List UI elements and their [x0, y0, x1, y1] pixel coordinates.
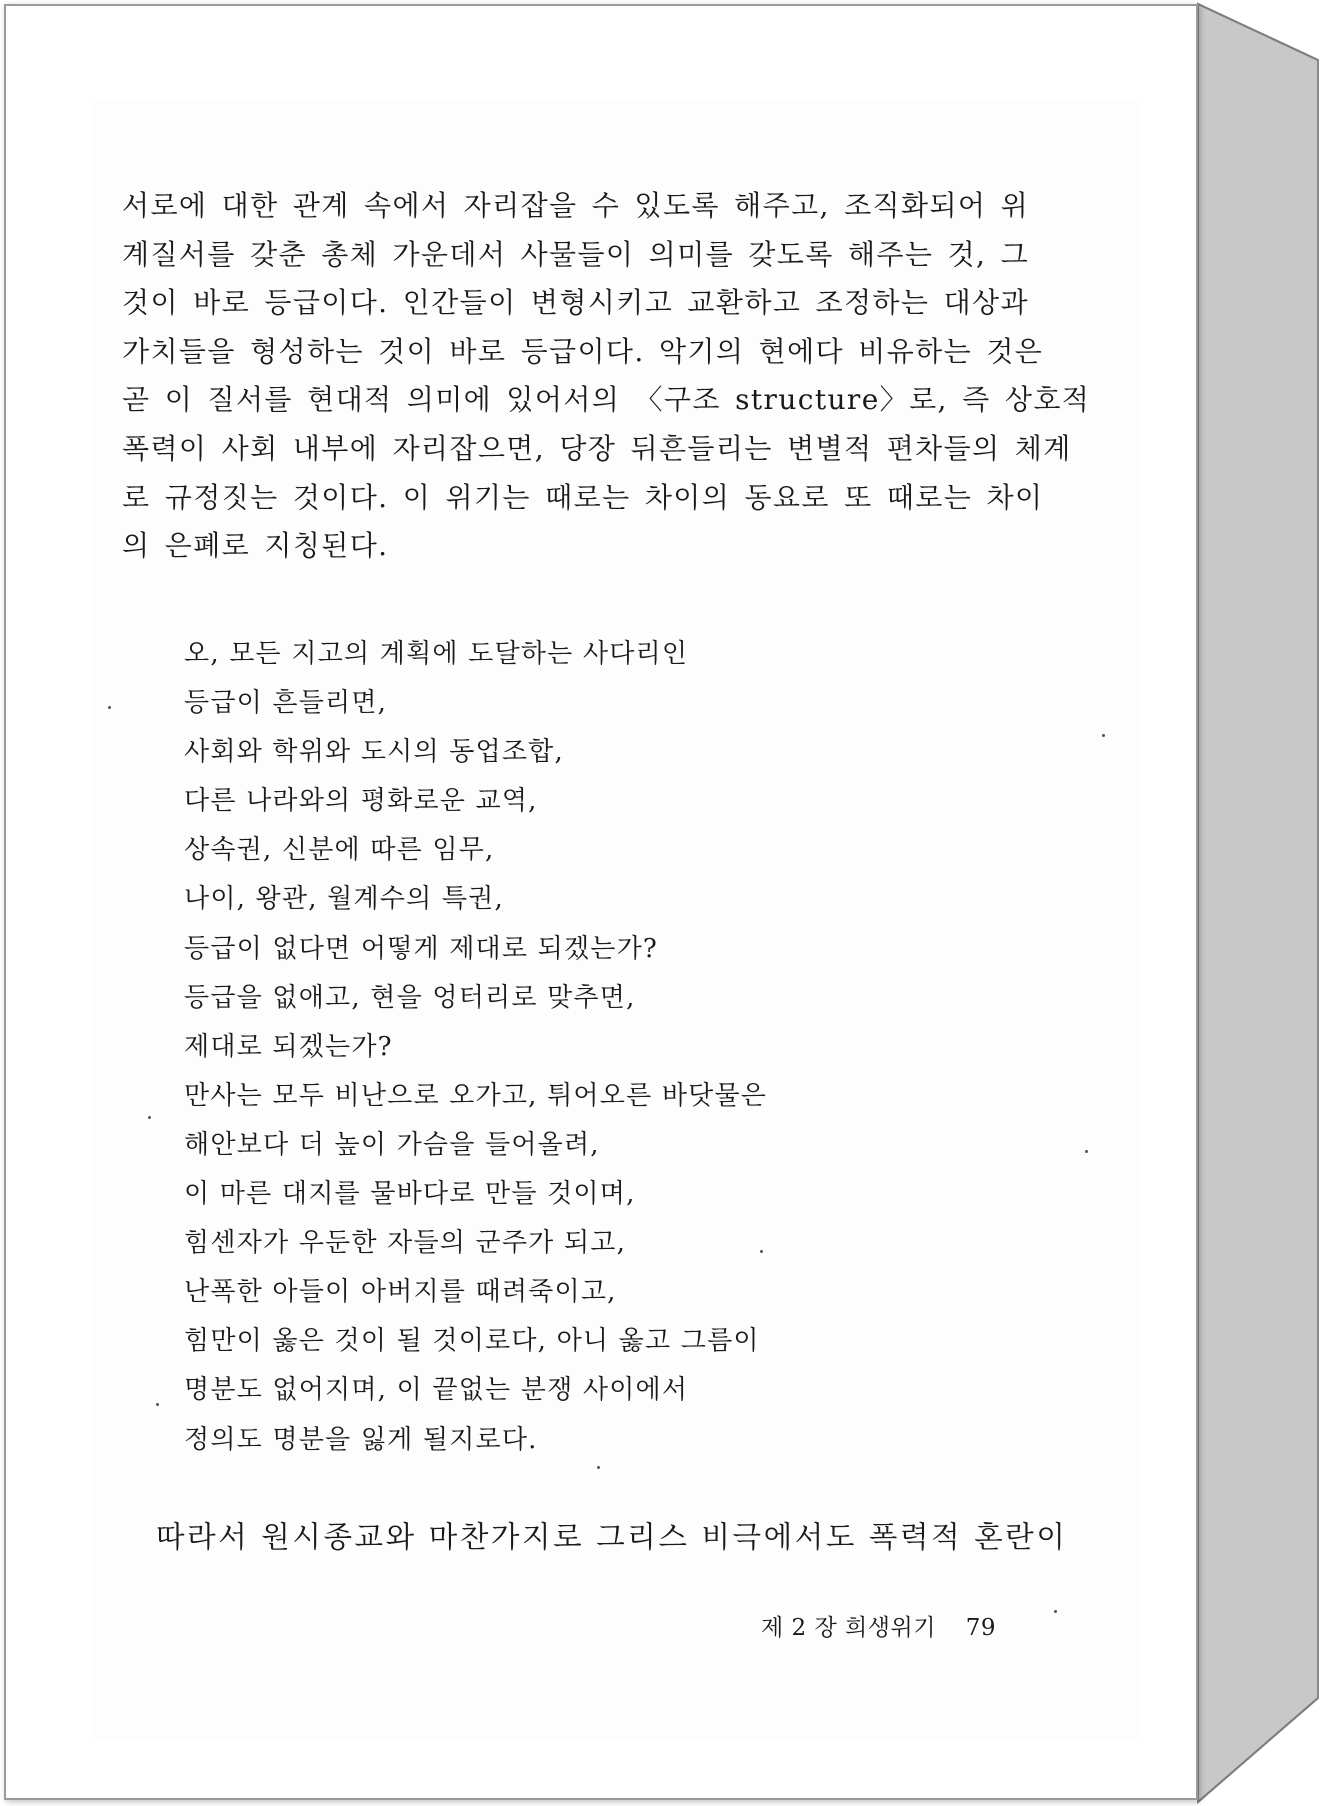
scan-speck	[1054, 1610, 1057, 1613]
scan-speck	[760, 1250, 763, 1253]
verse-line: 힘센자가 우둔한 자들의 군주가 되고,	[184, 1228, 627, 1259]
verse-line: 다른 나라와의 평화로운 교역,	[184, 786, 538, 817]
verse-line: 명분도 없어지며, 이 끝없는 분쟁 사이에서	[184, 1375, 689, 1406]
paragraph-line: 가치들을 형성하는 것이 바로 등급이다. 악기의 현에다 비유하는 것은	[122, 334, 1044, 368]
verse-line: 정의도 명분을 잃게 될지로다.	[184, 1424, 538, 1455]
running-footer	[761, 1610, 996, 1646]
book-edge-side	[1198, 4, 1318, 1802]
paragraph-line: 폭력이 사회 내부에 자리잡으면, 당장 뒤흔들리는 변별적 편차들의 체계	[122, 431, 1072, 465]
body-paragraph	[122, 182, 1091, 571]
verse-line: 등급이 흔들리면,	[184, 688, 388, 719]
verse-line: 제대로 되겠는가?	[184, 1031, 393, 1062]
book-edge-line-top	[1198, 4, 1318, 60]
scan-speck	[156, 1403, 159, 1406]
paragraph-line: 것이 바로 등급이다. 인간들이 변형시키고 교환하고 조정하는 대상과	[122, 286, 1029, 320]
verse-line: 나이, 왕관, 월계수의 특권,	[184, 884, 504, 915]
verse-line: 이 마른 대지를 물바다로 만들 것이며,	[184, 1179, 636, 1210]
verse-line: 해안보다 더 높이 가슴을 들어올려,	[184, 1129, 600, 1160]
page-number: 79	[965, 1615, 996, 1641]
verse-line: 난폭한 아들이 아버지를 때려죽이고,	[184, 1277, 617, 1308]
book-edge-line-bottom	[1198, 1698, 1318, 1802]
scan-speck	[148, 1116, 151, 1119]
scan-speck	[1102, 734, 1105, 737]
paragraph-line: 의 은폐로 지칭된다.	[122, 529, 389, 563]
verse-line: 오, 모든 지고의 계획에 도달하는 사다리인	[184, 639, 689, 669]
scan-speck	[108, 706, 111, 709]
verse-line: 만사는 모두 비난으로 오가고, 튀어오른 바닷물은	[184, 1080, 768, 1111]
paragraph-line: 곧 이 질서를 현대적 의미에 있어서의 〈구조 structure〉로, 즉 상호적	[122, 383, 1091, 417]
paragraph-line: 서로에 대한 관계 속에서 자리잡을 수 있도록 해주고, 조직화되어 위	[122, 189, 1030, 222]
scan-speck	[597, 1466, 600, 1469]
scan-speck	[1085, 1150, 1088, 1153]
verse-line: 사회와 학위와 도시의 동업조합,	[184, 737, 564, 768]
paragraph-line: 로 규정짓는 것이다. 이 위기는 때로는 차이의 동요로 또 때로는 차이	[122, 480, 1044, 514]
verse-line: 상속권, 신분에 따른 임무,	[184, 835, 495, 866]
verse-line: 등급이 없다면 어떻게 제대로 되겠는가?	[184, 933, 659, 964]
quoted-verse	[184, 630, 904, 1465]
chapter-title: 제 2 장 희생위기	[761, 1615, 936, 1641]
verse-line: 등급을 없애고, 현을 엉터리로 맞추면,	[184, 982, 636, 1013]
paragraph-line: 계질서를 갖춘 총체 가운데서 사물들이 의미를 갖도록 해주는 것, 그	[122, 237, 1030, 271]
verse-line: 힘만이 옳은 것이 될 것이로다, 아니 옳고 그름이	[184, 1326, 760, 1357]
closing-sentence: 따라서 원시종교와 마찬가지로 그리스 비극에서도 폭력적 혼란이	[156, 1520, 1068, 1554]
